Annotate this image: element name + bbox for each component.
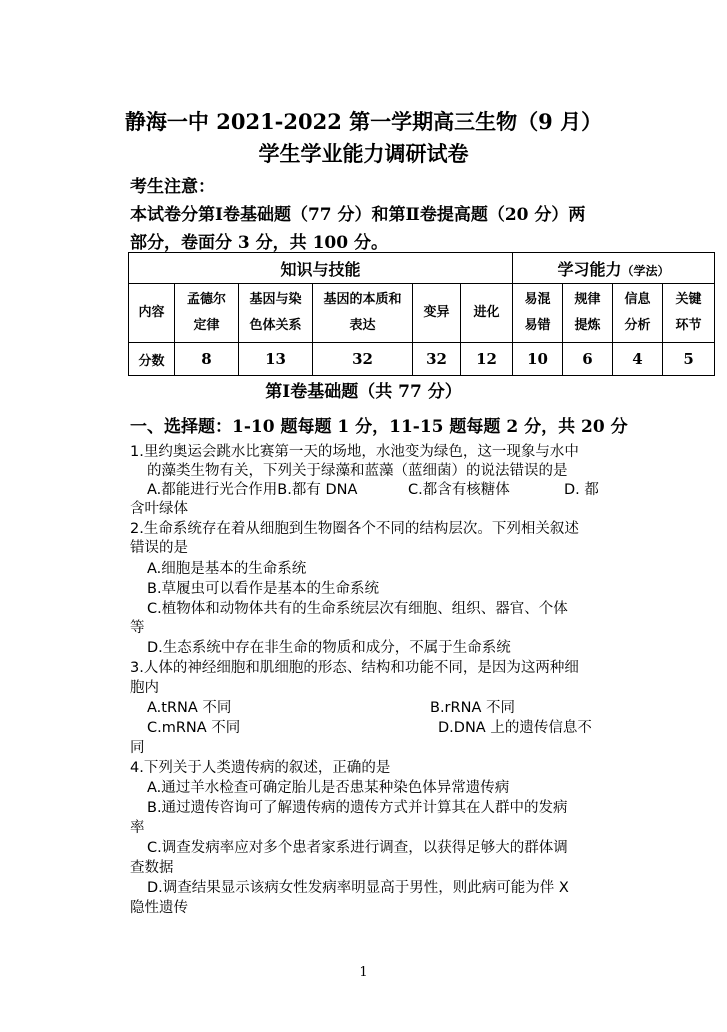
q2-option-b: B.草履虫可以看作是基本的生命系统 (147, 581, 380, 597)
row-score-label: 分数 (129, 343, 175, 376)
choice-heading: 一、选择题：1-10 题每题 1 分，11-15 题每题 2 分，共 20 分 (130, 417, 628, 437)
q3-stem-line1: 3.人体的神经细胞和肌细胞的形态、结构和功能不同，是因为这两种细 (130, 660, 579, 676)
q1-option-d: D. 都 (564, 482, 599, 498)
score-cell: 10 (513, 343, 563, 376)
q2-option-a: A.细胞是基本的生命系统 (147, 561, 307, 577)
col-header-6: 易混 易错 (513, 284, 563, 343)
q4-option-c: C.调查发病率应对多个患者家系进行调查，以获得足够大的群体调 (147, 840, 568, 856)
q4-option-c-cont: 查数据 (130, 860, 174, 876)
col-header-1: 孟德尔 定律 (175, 284, 239, 343)
q3-option-b: B.rRNA 不同 (430, 700, 515, 716)
col-header-8: 信息 分析 (613, 284, 663, 343)
group-ability-note: （学法） (621, 263, 670, 278)
q4-option-d: D.调查结果显示该病女性发病率明显高于男性，则此病可能为伴 X (147, 880, 569, 896)
q1-stem-line1: 1.里约奥运会跳水比赛第一天的场地，水池变为绿色，这一现象与水中 (130, 444, 579, 460)
row-header-label: 内容 (129, 284, 175, 343)
group-knowledge: 知识与技能 (129, 253, 513, 284)
q3-option-a: A.tRNA 不同 (147, 700, 232, 716)
score-cell: 5 (663, 343, 715, 376)
col-header-7: 规律 提炼 (563, 284, 613, 343)
q3-option-d-cont: 同 (130, 740, 145, 756)
q1-option-d-cont: 含叶绿体 (130, 501, 188, 517)
score-cell: 13 (239, 343, 313, 376)
q2-stem-line2: 错误的是 (130, 540, 188, 556)
score-table (128, 252, 715, 376)
q1-option-c: C.都含有核糖体 (408, 482, 510, 498)
col-header-9: 关键 环节 (663, 284, 715, 343)
intro-line2: 部分，卷面分 3 分，共 100 分。 (130, 233, 388, 253)
q4-option-a: A.通过羊水检查可确定胎儿是否患某种染色体异常遗传病 (147, 780, 510, 796)
notice-label: 考生注意： (130, 177, 215, 197)
exam-title-line1: 静海一中 2021-2022 第一学期高三生物（9 月） (124, 109, 603, 134)
col-header-3: 基因的本质和 表达 (313, 284, 413, 343)
score-cell: 32 (413, 343, 461, 376)
intro-line1: 本试卷分第Ⅰ卷基础题（77 分）和第Ⅱ卷提高题（20 分）两 (130, 205, 586, 225)
q1-stem-line2: 的藻类生物有关，下列关于绿藻和蓝藻（蓝细菌）的说法错误的是 (147, 463, 568, 479)
q2-stem-line1: 2.生命系统存在着从细胞到生物圈各个不同的结构层次。下列相关叙述 (130, 521, 579, 537)
score-cell: 6 (563, 343, 613, 376)
q2-option-c: C.植物体和动物体共有的生命系统层次有细胞、组织、器官、个体 (147, 601, 568, 617)
q3-option-d: D.DNA 上的遗传信息不 (438, 720, 592, 736)
q2-option-c-cont: 等 (130, 620, 145, 636)
q3-option-c: C.mRNA 不同 (147, 720, 241, 736)
col-header-2: 基因与染 色体关系 (239, 284, 313, 343)
score-table-group-row (129, 253, 715, 284)
col-header-5: 进化 (461, 284, 513, 343)
page-number: 1 (359, 965, 368, 980)
score-table-header-row (129, 284, 715, 343)
score-cell: 32 (313, 343, 413, 376)
group-ability (513, 253, 715, 284)
q2-option-d: D.生态系统中存在非生命的物质和成分，不属于生命系统 (147, 640, 511, 656)
q4-option-d-cont: 隐性遗传 (130, 900, 188, 916)
score-cell: 8 (175, 343, 239, 376)
exam-title-line2: 学生学业能力调研试卷 (258, 141, 469, 166)
q4-option-b: B.通过遗传咨询可了解遗传病的遗传方式并计算其在人群中的发病 (147, 800, 568, 816)
score-cell: 12 (461, 343, 513, 376)
col-header-4: 变异 (413, 284, 461, 343)
score-table-value-row (129, 343, 715, 376)
q1-option-ab: A.都能进行光合作用B.都有 DNA (147, 482, 358, 498)
section1-title: 第Ⅰ卷基础题（共 77 分） (265, 382, 462, 402)
q4-option-b-cont: 率 (130, 820, 145, 836)
group-ability-label: 学习能力 (557, 259, 622, 279)
q4-stem: 4.下列关于人类遗传病的叙述，正确的是 (130, 760, 391, 776)
q3-stem-line2: 胞内 (130, 680, 159, 696)
score-cell: 4 (613, 343, 663, 376)
